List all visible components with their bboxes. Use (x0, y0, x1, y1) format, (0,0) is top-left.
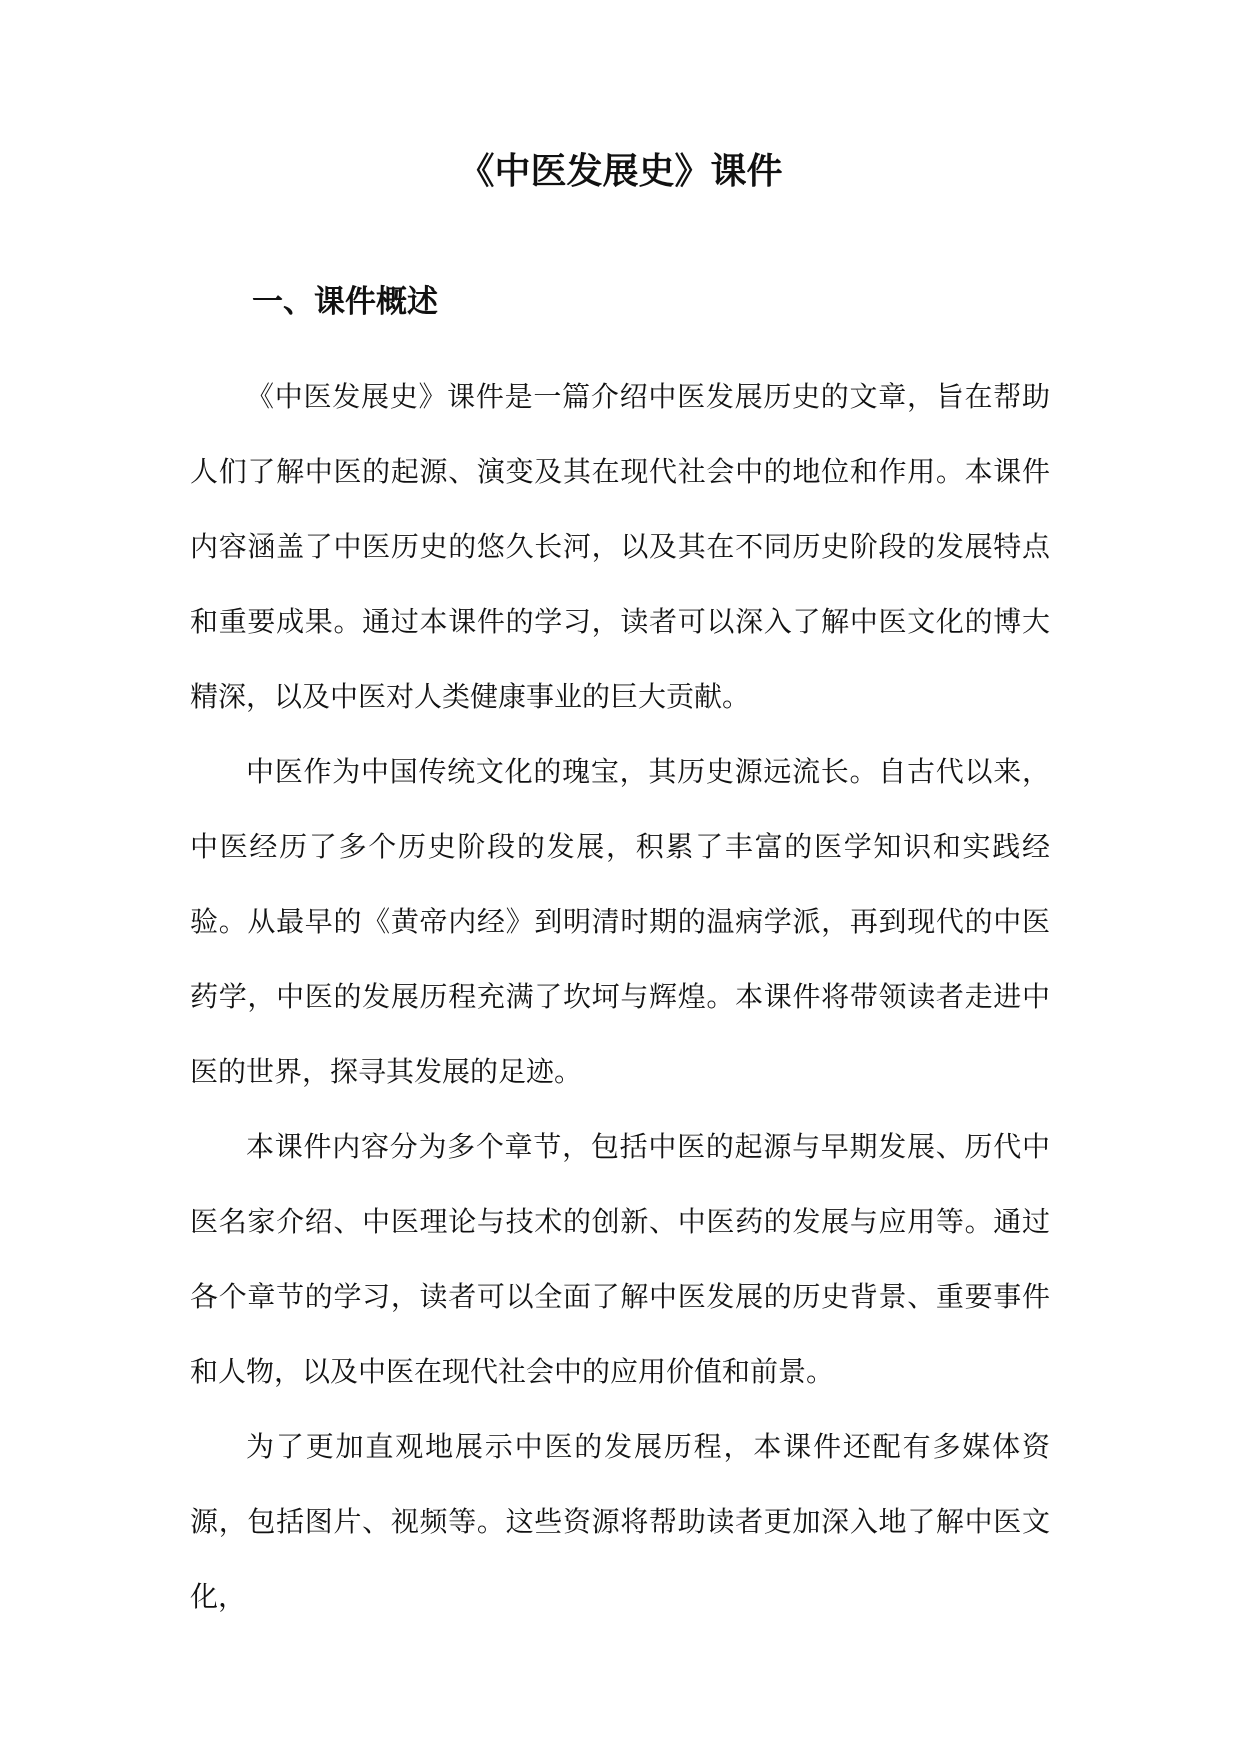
document-title: 《中医发展史》课件 (458, 151, 783, 192)
paragraph-overview: 《中医发展史》课件是一篇介绍中医发展历史的文章，旨在帮助人们了解中医的起源、演变及其在现代社会中的地位和作用。本课件内容涵盖了中医历史的悠久长河，以及其在不同历史阶段的发展特点和重要成果。通过本课件的学习，读者可以深入了解中医文化的博大精深，以及中医对人类健康事业的巨大贡献。 (190, 380, 1050, 713)
paragraph-history: 中医作为中国传统文化的瑰宝，其历史源远流长。自古代以来，中医经历了多个历史阶段的发展，积累了丰富的医学知识和实践经验。从最早的《黄帝内经》到明清时期的温病学派，再到现代的中医药学，中医的发展历程充满了坎坷与辉煌。本课件将带领读者走进中医的世界，探寻其发展的足迹。 (190, 755, 1050, 1088)
section-heading: 一、课件概述 (252, 284, 438, 320)
paragraph-chapters: 本课件内容分为多个章节，包括中医的起源与早期发展、历代中医名家介绍、中医理论与技术的创新、中医药的发展与应用等。通过各个章节的学习，读者可以全面了解中医发展的历史背景、重要事件和人物，以及中医在现代社会中的应用价值和前景。 (190, 1130, 1050, 1388)
body-text (190, 359, 1050, 1634)
paragraph-multimedia: 为了更加直观地展示中医的发展历程，本课件还配有多媒体资源，包括图片、视频等。这些资源将帮助读者更加深入地了解中医文化， (190, 1430, 1050, 1613)
